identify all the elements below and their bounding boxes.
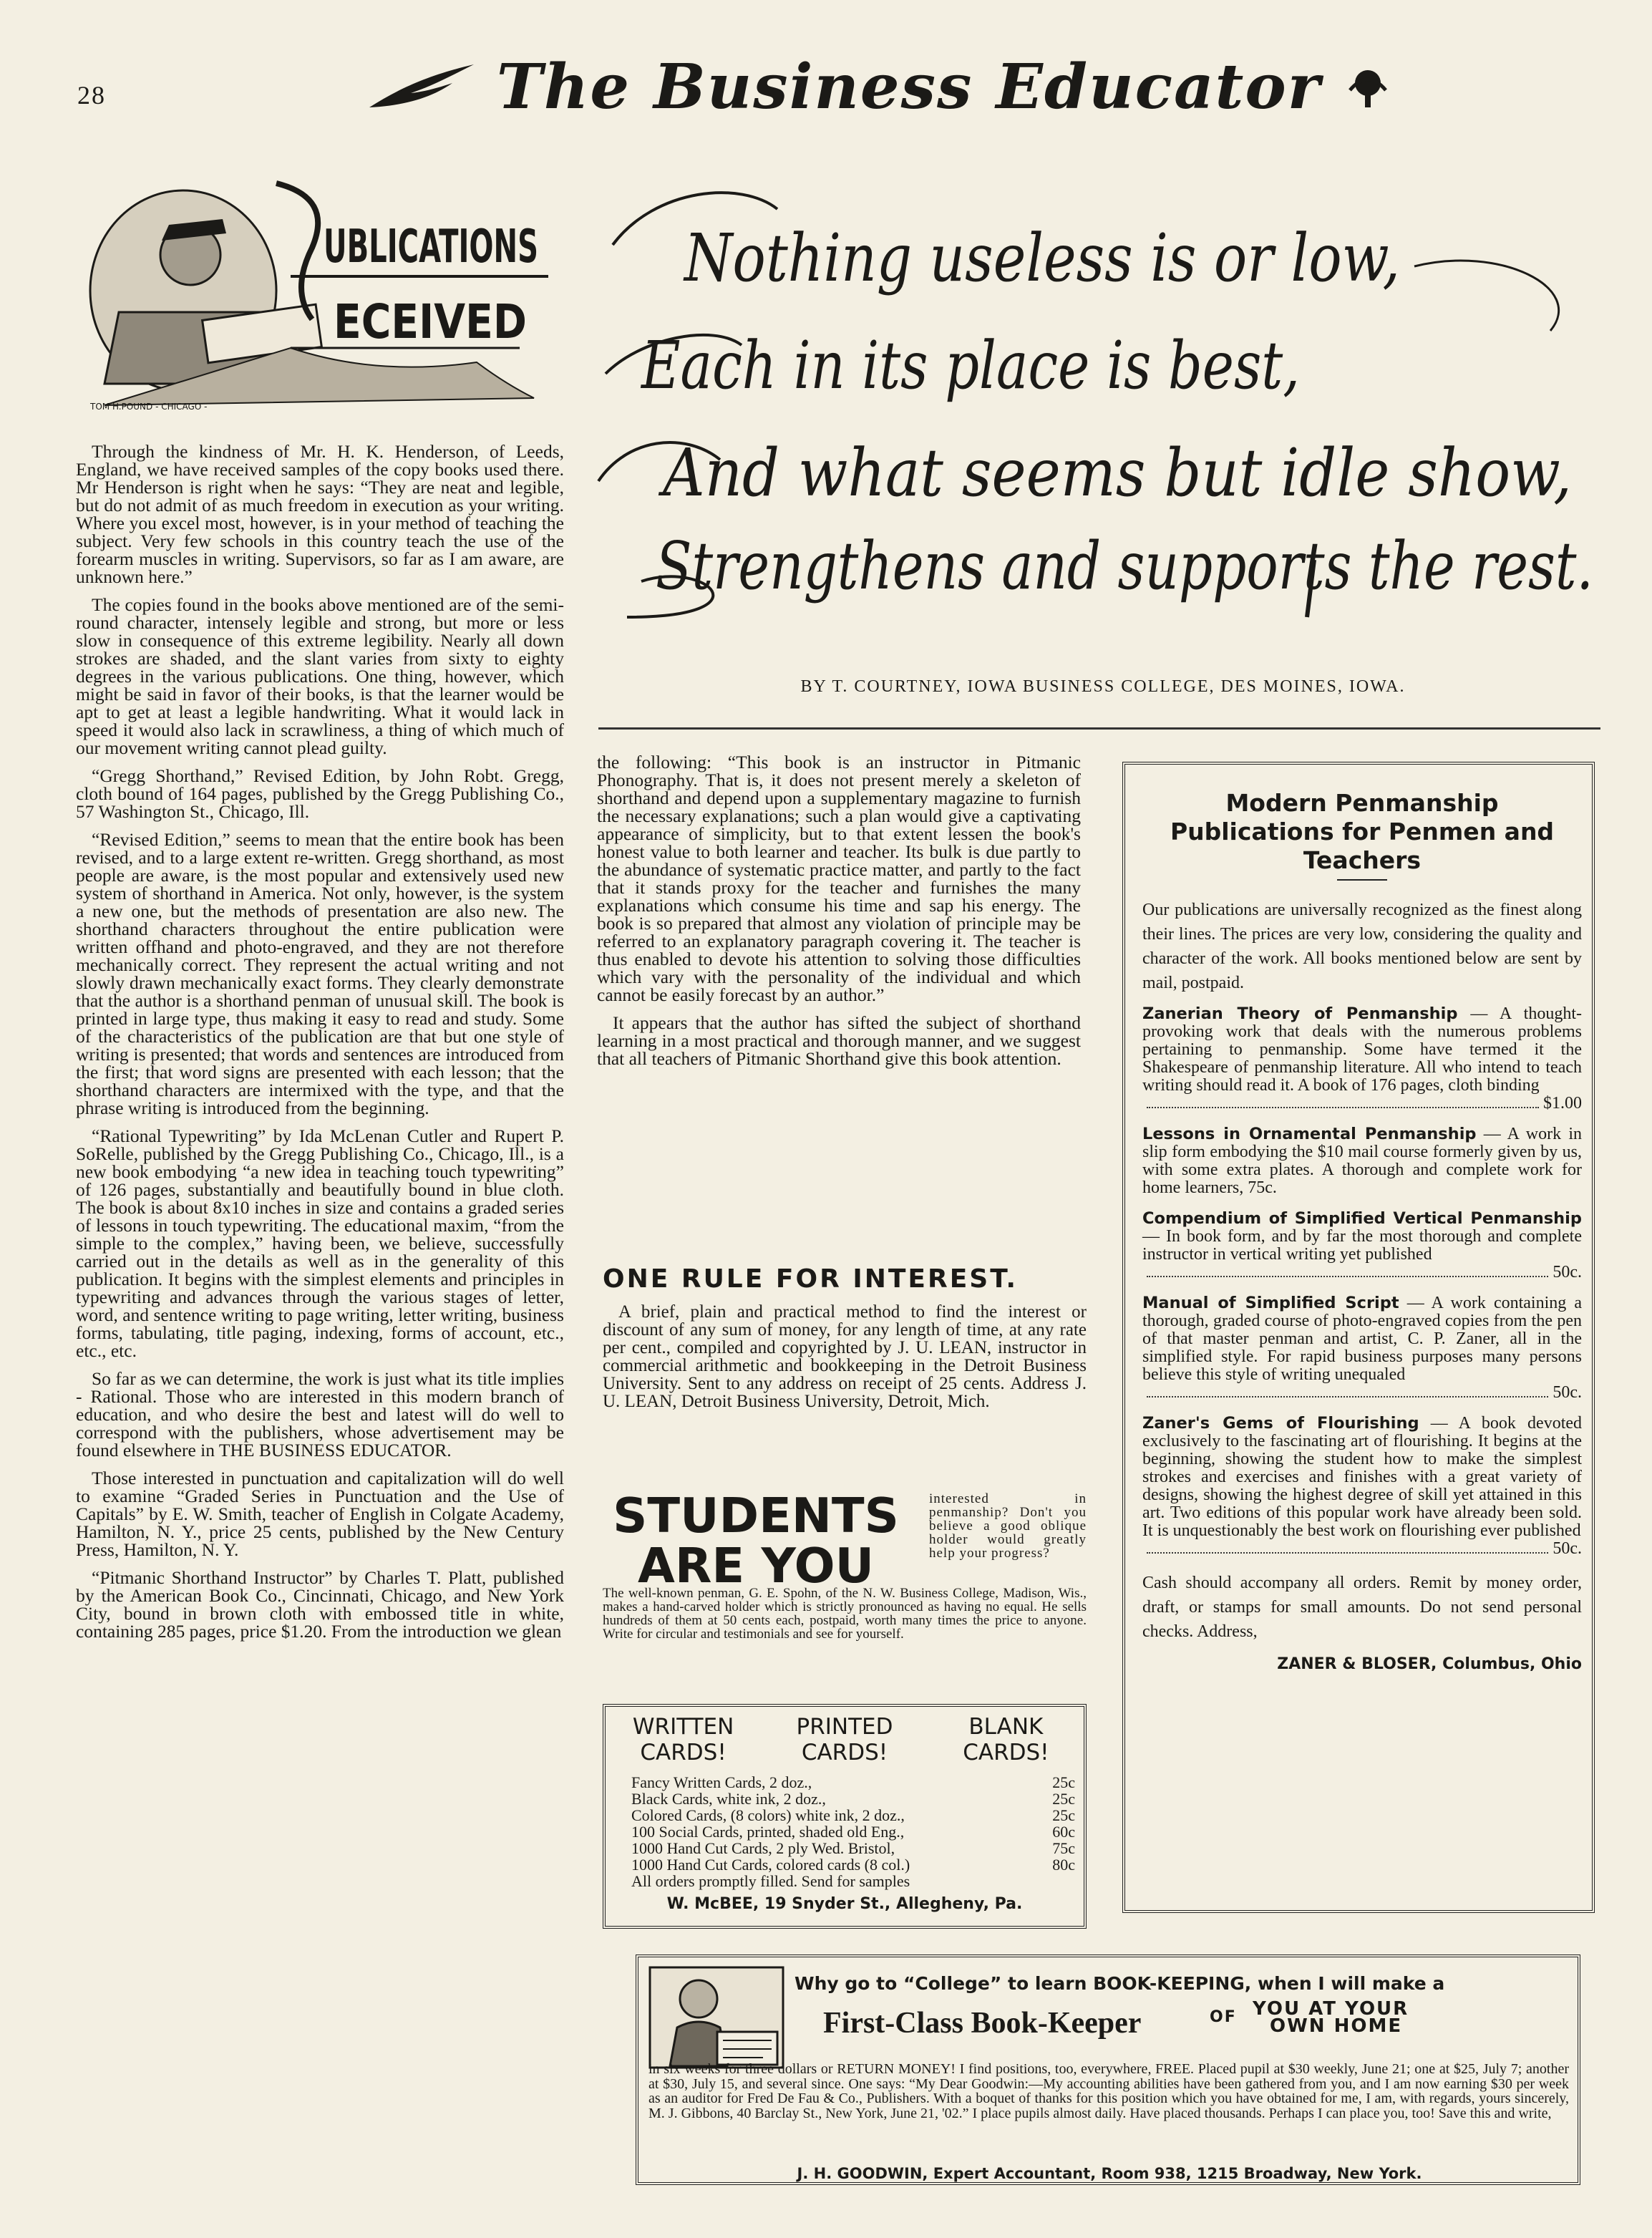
col1-paragraph: Through the kindness of Mr. H. K. Henderson, of Leeds, England, we have received samples of the copy books used there. Mr Henderson is right when he says: “They are neat and legible, but do not admit of as much freedom in execution as your writing. Where you excel most, however, is in your method of teaching the subject. Very few schools in this country teach the use of the forearm muscles in writing. Supervisors, so far as I am aware, are unknown here.”: [76, 441, 564, 587]
publications-received-header: [76, 169, 563, 412]
goodwin-question: Why go to “College” to learn BOOK-KEEPING, when I will make a: [795, 1973, 1445, 1994]
card-item-price: 75c: [1052, 1839, 1075, 1857]
pubs-header-line2: ECEIVED: [334, 294, 527, 349]
goodwin-address: J. H. GOODWIN, Expert Accountant, Room 938, 1215 Broadway, New York.: [797, 2165, 1422, 2182]
book-entry: Manual of Simplified Script — A work containing a thorough, graded course of photo-engraved copies from the pen of that master penman and artist, C. P. Zaner, all in the simplified style. For rapid business purposes many persons believe this style of writing unequaled 50c.: [1142, 1294, 1582, 1402]
card-item-price: 80c: [1052, 1856, 1075, 1874]
card-item-price: 60c: [1052, 1823, 1075, 1841]
book-desc: A work in slip form embodying the $10 mail course formerly given by us, with some extra plates. A thorough and complete work for home learners,: [1142, 1125, 1582, 1197]
col2-paragraph: It appears that the author has sifted the subject of shorthand learning in a most practical and thorough manner, and we suggest that all teachers of Pitmanic Shorthand give this book attention.: [597, 1012, 1081, 1069]
modern-signature: ZANER & BLOSER, Columbus, Ohio: [1277, 1655, 1582, 1673]
page-number: 28: [77, 81, 106, 110]
leader-dots: [1147, 1264, 1548, 1277]
card-item: [614, 1823, 1075, 1840]
book-price: 50c.: [1553, 1263, 1582, 1282]
cards-address: W. McBEE, 19 Snyder St., Allegheny, Pa.: [666, 1895, 1023, 1913]
leader-dots: [1147, 1095, 1539, 1108]
students-side-text: interested in penmanship? Don't you believe a good oblique holder would greatly help your progress?: [929, 1491, 1087, 1561]
masthead: [358, 47, 1403, 126]
ornament-icon: [1343, 62, 1393, 112]
book-entry: Lessons in Ornamental Penmanship — A work in slip form embodying the $10 mail course formerly given by us, with some extra plates. A thorough and complete work for home learners, 75c.: [1142, 1125, 1582, 1197]
book-entry: Compendium of Simplified Vertical Penmanship — In book form, and by far the most thorough and complete instructor in vertical writing yet published 50c.: [1142, 1209, 1583, 1282]
col2-paragraph: the following: “This book is an instructor in Pitmanic Phonography. That is, it does not present merely a skeleton of shorthand and depend upon a supplementary magazine to furnish the necessary explanations; such a plan would give a captivating appearance of simplicity, but to that extent lessen the book's honest value to both learner and teacher. Its bulk is due partly to the abundance of systematic practice matter, and partly to the fact that it stands proxy for the teacher and furnishes the many explanations which consume his time and sap his energy. The book is so prepared that almost any violation of principle may be referred to an explanatory paragraph covering it. The teacher is thus enabled to devote his attention to solving those difficulties which vary with the personality of the individual and which cannot be easily forecast by an author.”: [597, 752, 1081, 1005]
verse-line-3: And what seems but idle show,: [657, 435, 1572, 511]
cards-header: PRINTED CARDS!: [796, 1714, 893, 1765]
goodwin-own-home-text: OWN HOME: [1270, 2015, 1403, 2037]
col1-paragraph: The copies found in the books above mentioned are of the semi-round character, intensely legible and strong, but more or less slow in consequence of this extreme legibility. Nearly all down strokes are shaded, and the slant varies from sixty to eighty degrees in the various publications. One thing, however, which might be said in favor of their books, is that the learner would be apt to get at least a legible handwriting. What it would lack in speed it would also lack in scrawliness, a thing of which much of our movement writing cannot plead guilty.: [76, 594, 564, 758]
column-1: [76, 442, 564, 2218]
students-ad: [603, 1488, 1087, 1684]
col1-paragraph: So far as we can determine, the work is just what its title implies - Rational. Those who are interested in this modern branch of education, and who desire the best and latest will do well to correspond with the publishers, whose advertisement may be found elsewhere in THE BUSINESS EDUCATOR.: [76, 1368, 564, 1460]
book-price: 50c.: [1553, 1539, 1582, 1558]
publications-illustration: [76, 169, 563, 412]
goodwin-own-home: [1210, 2000, 1409, 2035]
quill-icon: [368, 62, 475, 112]
book-entry: Zanerian Theory of Penmanship — A thought-provoking work that deals with the numerous problems pertaining to penmanship. Some have termed it the Shakespeare of penmanship literature. All who intend to teach writing should read it. A book of 176 pages, cloth binding $1.00: [1142, 1004, 1582, 1113]
card-item-label: 1000 Hand Cut Cards, 2 ply Wed. Bristol,: [631, 1839, 895, 1857]
modern-title: Modern Penmanship Publications for Penmen and Teachers: [1170, 789, 1555, 874]
card-item: [614, 1791, 1075, 1807]
book-price-row: [1142, 1540, 1582, 1558]
card-item-price: 25c: [1052, 1790, 1075, 1808]
one-rule-heading: ONE RULE FOR INTEREST.: [603, 1264, 1019, 1294]
book-desc: A thought-provoking work that deals with the numerous problems pertaining to penmanship. Some have termed it the Shakespeare of penmanship literature. All who intend to teach writing should read it. A book of 176 pages, cloth binding: [1142, 1004, 1582, 1095]
card-item-label: Fancy Written Cards, 2 doz.,: [631, 1773, 812, 1791]
cards-note: [614, 1873, 1075, 1889]
book-name: Compendium of Simplified Vertical Penmanship: [1142, 1209, 1582, 1228]
bookkeeper-illustration: [648, 1966, 784, 2069]
artist-credit: TOM H.POUND - CHICAGO -: [90, 402, 208, 412]
modern-separator: [1337, 879, 1387, 881]
card-item-label: Colored Cards, (8 colors) white ink, 2 doz.,: [631, 1806, 905, 1824]
students-headline: [603, 1488, 909, 1594]
book-name: Lessons in Ornamental Penmanship: [1142, 1125, 1477, 1143]
book-name: Zanerian Theory of Penmanship: [1142, 1004, 1458, 1023]
modern-closing: Cash should accompany all orders. Remit by money order, draft, or stamps for small amounts. Do not send personal checks. Address,: [1142, 1574, 1582, 1641]
book-price-row: [1142, 1095, 1582, 1113]
card-item-price: 25c: [1052, 1773, 1075, 1791]
modern-intro: Our publications are universally recognized as the finest along their lines. The prices are very low, considering the quality and character of the work. All books mentioned below are sent by mail, postpaid.: [1142, 901, 1582, 992]
card-item: [614, 1774, 1075, 1791]
script-verse: [598, 159, 1608, 660]
one-rule-text: A brief, plain and practical method to find the interest or discount of any sum of money, for any length of time, at any rate per cent., compiled and copyrighted by J. U. LEAN, instructor in commercial arithmetic and bookkeeping in the Detroit Business University. Sent to any address on receipt of 25 cents. Address J. U. LEAN, Detroit Business University, Detroit, Mich.: [603, 1302, 1087, 1411]
cards-header: WRITTEN CARDS!: [632, 1714, 734, 1765]
book-price: 50c.: [1553, 1383, 1582, 1402]
book-price-row: [1142, 1384, 1582, 1402]
students-headline-1: STUDENTS: [613, 1488, 899, 1544]
divider: [598, 727, 1600, 730]
leader-dots: [1147, 1384, 1548, 1397]
book-entry: Zaner's Gems of Flourishing — A book devoted exclusively to the fascinating art of flourishing. It begins at the beginning, showing the student how to make the simplest strokes and exercises and finishes with a great variety of designs, showing the highest degree of skill yet attained in this art. Two editions of this popular work have already been sold. It is unquestionably the best work on flourishing ever published 50c.: [1142, 1414, 1583, 1558]
goodwin-first-class: First-Class Book-Keeper: [823, 2007, 1142, 2040]
pubs-header-line1: UBLICATIONS: [324, 221, 538, 273]
goodwin-body: in six weeks for three dollars or RETURN MONEY! I find positions, too, everywhere, FREE. Placed pupil at $30 weekly, June 21; one at $25, July 7; another at $30, July 15, and several since. One says: “My Dear Goodwin:—My accounting abilities have been gathered from you, and I am now earning $30 per week as an auditor for Fred De Fau & Co., Publishers. With a boquet of thanks for this position which you have obtained for me, I am, with regards, yours sincerely, M. J. Gibbons, 40 Barclay St., New York, June 21, '02.” I place pupils almost daily. Have placed thousands. Perhaps I can place you, too! Save this and write,: [648, 2061, 1569, 2121]
book-desc: A work containing a thorough, graded course of photo-engraved copies from the pen of that master penman and artist, C. P. Zaner, all in the simplified style. For rapid business purposes many persons believe this style of writing unequaled: [1142, 1294, 1582, 1384]
col1-paragraph: “Revised Edition,” seems to mean that the entire book has been revised, and to a large extent re-written. Gregg shorthand, as most people are aware, is the most popular and extensively used new system of shorthand in America. Not only, however, is the system a new one, but the methods of presentation are also new. The shorthand characters throughout the entire publication were written offhand and photo-engraved, and they are not therefore mechanically correct. They represent the actual writing and not slowly drawn mechanically exact forms. They clearly demonstrate that the author is a shorthand penman of unusual skill. The book is printed in large type, thus making it easy to read and study. Some of the characteristics of the publication are that but one style of writing is presented; that words and sentences are introduced from the first; that word signs are presented with each lesson; that the shorthand characters are intermixed with the type, and that the phrase writing is introduced from the beginning.: [76, 829, 564, 1118]
col1-paragraph: “Rational Typewriting” by Ida McLenan Cutler and Rupert P. SoRelle, published by the Gregg Publishing Co., Chicago, Ill., is a new book embodying “a new idea in teaching touch typewriting” of 126 pages, substantially and beautifully bound in blue cloth. The book is about 8x10 inches in size and contains a graded series of lessons in touch typewriting. The educational maxim, “from the simple to the complex,” having been, we believe, successfully carried out in the details as well as in the generality of this publication. It begins with the simplest elements and principles in typewriting and advances through the various stages of letter, word, and sentence writing to page writing, letter writing, business forms, tabulating, title paging, indexing, forms of account, etc., etc., etc.: [76, 1125, 564, 1361]
verse-line-4: Strengthens and supports the rest.: [656, 528, 1593, 604]
book-price: 75c.: [1248, 1178, 1277, 1197]
card-item: [614, 1807, 1075, 1823]
modern-penmanship-ad: [1122, 762, 1595, 1913]
card-item: [614, 1856, 1075, 1873]
book-name: Zaner's Gems of Flourishing: [1142, 1414, 1419, 1433]
verse-line-2: Each in its place is best,: [640, 327, 1300, 404]
card-item-label: Black Cards, white ink, 2 doz.,: [631, 1790, 826, 1808]
cards-ad: [603, 1704, 1087, 1929]
book-price: $1.00: [1543, 1094, 1582, 1113]
book-price-row: [1142, 1264, 1582, 1282]
verse-byline: BY T. COURTNEY, IOWA BUSINESS COLLEGE, DES MOINES, IOWA.: [800, 677, 1406, 696]
col1-paragraph: Those interested in punctuation and capitalization will do well to examine “Graded Series in Punctuation and the Use of Capitals” by E. W. Smith, teacher of English in Colgate Academy, Hamilton, N. Y., price 25 cents, published by the New Century Press, Hamilton, N. Y.: [76, 1468, 564, 1560]
cards-header: BLANK CARDS!: [963, 1714, 1049, 1765]
script-verse-svg: [598, 159, 1608, 660]
goodwin-of: OF: [1210, 2008, 1237, 2026]
cards-note-text: All orders promptly filled. Send for samples: [631, 1872, 910, 1890]
goodwin-at-your: YOU AT YOUR: [1253, 1998, 1409, 2020]
leader-dots: [1147, 1540, 1548, 1554]
card-item-label: 100 Social Cards, printed, shaded old Eng.,: [631, 1823, 905, 1841]
book-desc: A book devoted exclusively to the fascinating art of flourishing. It begins at the beginning, showing the student how to make the simplest strokes and exercises and finishes with a great variety of designs, showing the highest degree of skill yet attained in this art. Two editions of this popular work have already been sold. It is unquestionably the best work on flourishing ever published: [1142, 1414, 1583, 1540]
col1-paragraph: “Pitmanic Shorthand Instructor” by Charles T. Platt, published by the American Book Co., Cincinnati, Chicago, and New York City, bound in brown cloth with embossed title in white, containing 285 pages, price $1.20. From the introduction we glean: [76, 1567, 564, 1642]
masthead-title: The Business Educator: [496, 50, 1322, 123]
card-item-label: 1000 Hand Cut Cards, colored cards (8 col.): [631, 1856, 910, 1874]
students-body: The well-known penman, G. E. Spohn, of the N. W. Business College, Madison, Wis., makes a hand-carved holder which is strictly pronounced as having no equal. He sells hundreds of them at 50 cents each, postpaid, worth many times the price to anyone. Write for circular and testimonials and see for yourself.: [603, 1586, 1087, 1642]
goodwin-ad: [636, 1954, 1580, 2185]
col1-paragraph: “Gregg Shorthand,” Revised Edition, by John Robt. Gregg, cloth bound of 164 pages, published by the Gregg Publishing Co., 57 Washington St., Chicago, Ill.: [76, 765, 564, 822]
card-item-price: 25c: [1052, 1806, 1075, 1824]
card-item: [614, 1840, 1075, 1856]
students-headline-2: ARE YOU: [637, 1538, 875, 1594]
book-name: Manual of Simplified Script: [1142, 1294, 1399, 1312]
book-desc: In book form, and by far the most thorough and complete instructor in vertical writing yet published: [1142, 1227, 1583, 1264]
column-2: [597, 753, 1081, 1244]
cards-headers: [614, 1714, 1075, 1765]
verse-line-1: Nothing useless is or low,: [683, 220, 1400, 296]
